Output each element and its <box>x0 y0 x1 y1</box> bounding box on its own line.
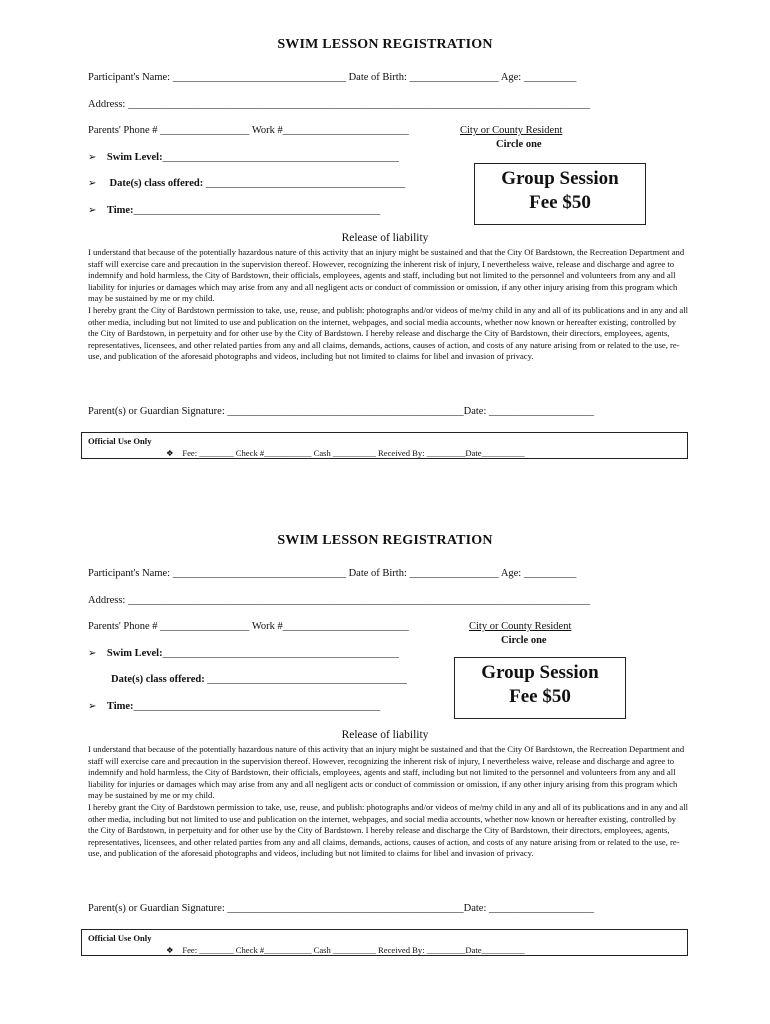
signature-line[interactable]: Parent(s) or Guardian Signature: _____________________________________________Date: ____________________ <box>88 406 594 417</box>
address-line[interactable]: Address: ________________________________________________________________________________________ <box>88 99 590 110</box>
release-heading: Release of liability <box>341 232 429 244</box>
circle-one-label: Circle one <box>496 139 542 150</box>
resident-label: City or County Resident <box>460 125 563 136</box>
swim-level-row[interactable] <box>88 648 399 659</box>
time-label: Time: <box>106 701 134 712</box>
official-fee-line: Fee: ________ Check #___________ Cash __________ Received By: _________Date__________ <box>182 448 525 458</box>
release-paragraph: I understand that because of the potentially hazardous nature of this activity that an injury might be sustained and that the City Of Bardstown, the Recreation Department and staff will exercise care and precaution in the supervision thereof. However, recognizing the inherent risk of injury, I nevertheless waive, release and discharge and agree to indemnify and hold harmless, the City of Bardstown, their officials, employees, agents and staff, including but not limited to the personnel and volunteers from any and all liability for injuries or damages which may arise from any and all negligent acts or conduct of commission or omission, if any other injury arising from this program which may be sustained by me or my child. <box>88 744 685 801</box>
release-text <box>88 744 688 860</box>
official-use-box <box>81 929 688 956</box>
participant-line[interactable]: Participant's Name: _________________________________ Date of Birth: _________________ Age: __________ <box>88 568 577 579</box>
swim-level-field[interactable]: _____________________________________________ <box>162 152 399 163</box>
dates-row[interactable] <box>111 674 407 685</box>
photo-release-paragraph: I hereby grant the City of Bardstown permission to take, use, reuse, and publish: photographs and/or videos of me/my child in any and all of its publications and in any and all other media, including but not limited to use and publication on the internet, webpages, and social media accounts, whether now known or hereafter existing, controlled by the City of Bardstown, in perpetuity and for other use by the City of Bardstown. I hereby release and discharge the City of Bardstown, their directors, employees, agents, representatives, licensees, and other related parties from any and all claims, demands, actions, causes of action, and costs of any nature arising from or related to the use, re-use, and publication of the aforesaid photographs and videos, including but not limited to claims for libel and invasion of privacy. <box>88 801 689 859</box>
dates-field[interactable]: ______________________________________ <box>207 674 407 685</box>
time-field[interactable]: _______________________________________________ <box>133 205 381 216</box>
dates-label: Date(s) class offered: <box>111 674 205 685</box>
official-use-box <box>81 432 688 459</box>
dates-field[interactable]: ______________________________________ <box>205 178 406 189</box>
arrow-bullet-icon: ➢ <box>88 152 97 163</box>
participant-line[interactable]: Participant's Name: _________________________________ Date of Birth: _________________ Age: __________ <box>88 72 577 83</box>
dates-row[interactable] <box>88 178 405 189</box>
official-use-label: Official Use Only <box>88 436 152 446</box>
resident-label: City or County Resident <box>469 621 572 632</box>
official-use-label: Official Use Only <box>88 933 152 943</box>
fee-box <box>474 163 646 225</box>
arrow-bullet-icon: ➢ <box>88 701 97 712</box>
arrow-bullet-icon: ➢ <box>88 205 97 216</box>
signature-line[interactable]: Parent(s) or Guardian Signature: _____________________________________________Date: ____________________ <box>88 903 594 914</box>
address-line[interactable]: Address: ________________________________________________________________________________________ <box>88 595 590 606</box>
diamond-bullet-icon: ❖ <box>166 448 174 458</box>
time-field[interactable]: _______________________________________________ <box>133 701 381 712</box>
form-title: SWIM LESSON REGISTRATION <box>277 37 493 52</box>
swim-level-row[interactable] <box>88 152 399 163</box>
time-label: Time: <box>106 205 134 216</box>
time-row[interactable] <box>88 701 380 712</box>
diamond-bullet-icon: ❖ <box>166 945 174 955</box>
official-fee-line: Fee: ________ Check #___________ Cash __________ Received By: _________Date__________ <box>182 945 525 955</box>
fee-box-amount: Fee $50 <box>529 192 591 213</box>
form-title: SWIM LESSON REGISTRATION <box>277 533 493 548</box>
fee-box-amount: Fee $50 <box>509 686 571 707</box>
swim-level-label: Swim Level: <box>106 152 163 163</box>
swim-level-label: Swim Level: <box>106 648 163 659</box>
official-use-fields <box>166 945 525 956</box>
arrow-bullet-icon: ➢ <box>88 648 97 659</box>
swim-level-field[interactable]: _____________________________________________ <box>162 648 399 659</box>
fee-box <box>454 657 626 719</box>
release-text <box>88 247 688 363</box>
phone-line[interactable]: Parents' Phone # _________________ Work #________________________ <box>88 621 409 632</box>
fee-box-title: Group Session <box>481 662 599 683</box>
release-heading: Release of liability <box>341 729 429 741</box>
dates-label: Date(s) class offered: <box>109 178 204 189</box>
arrow-bullet-icon: ➢ <box>88 178 97 189</box>
official-use-fields <box>166 448 525 459</box>
release-paragraph: I understand that because of the potentially hazardous nature of this activity that an injury might be sustained and that the City Of Bardstown, the Recreation Department and staff will exercise care and precaution in the supervision thereof. However, recognizing the inherent risk of injury, I nevertheless waive, release and discharge and agree to indemnify and hold harmless, the City of Bardstown, their officials, employees, agents and staff, including but not limited to the personnel and volunteers from any and all liability for injuries or damages which may arise from any and all negligent acts or conduct of commission or omission, if any other injury arising from this program which may be sustained by me or my child. <box>88 247 685 304</box>
phone-line[interactable]: Parents' Phone # _________________ Work #________________________ <box>88 125 409 136</box>
circle-one-label: Circle one <box>501 635 547 646</box>
photo-release-paragraph: I hereby grant the City of Bardstown permission to take, use, reuse, and publish: photographs and/or videos of me/my child in any and all of its publications and in any and all other media, including but not limited to use and publication on the internet, webpages, and social media accounts, whether now known or hereafter existing, controlled by the City of Bardstown, in perpetuity and for other use by the City of Bardstown. I hereby release and discharge the City of Bardstown, their directors, employees, agents, representatives, licensees, and other related parties from any and all claims, demands, actions, causes of action, and costs of any nature arising from or related to the use, re-use, and publication of the aforesaid photographs and videos, including but not limited to claims for libel and invasion of privacy. <box>88 304 689 362</box>
fee-box-title: Group Session <box>501 168 619 189</box>
time-row[interactable] <box>88 205 380 216</box>
